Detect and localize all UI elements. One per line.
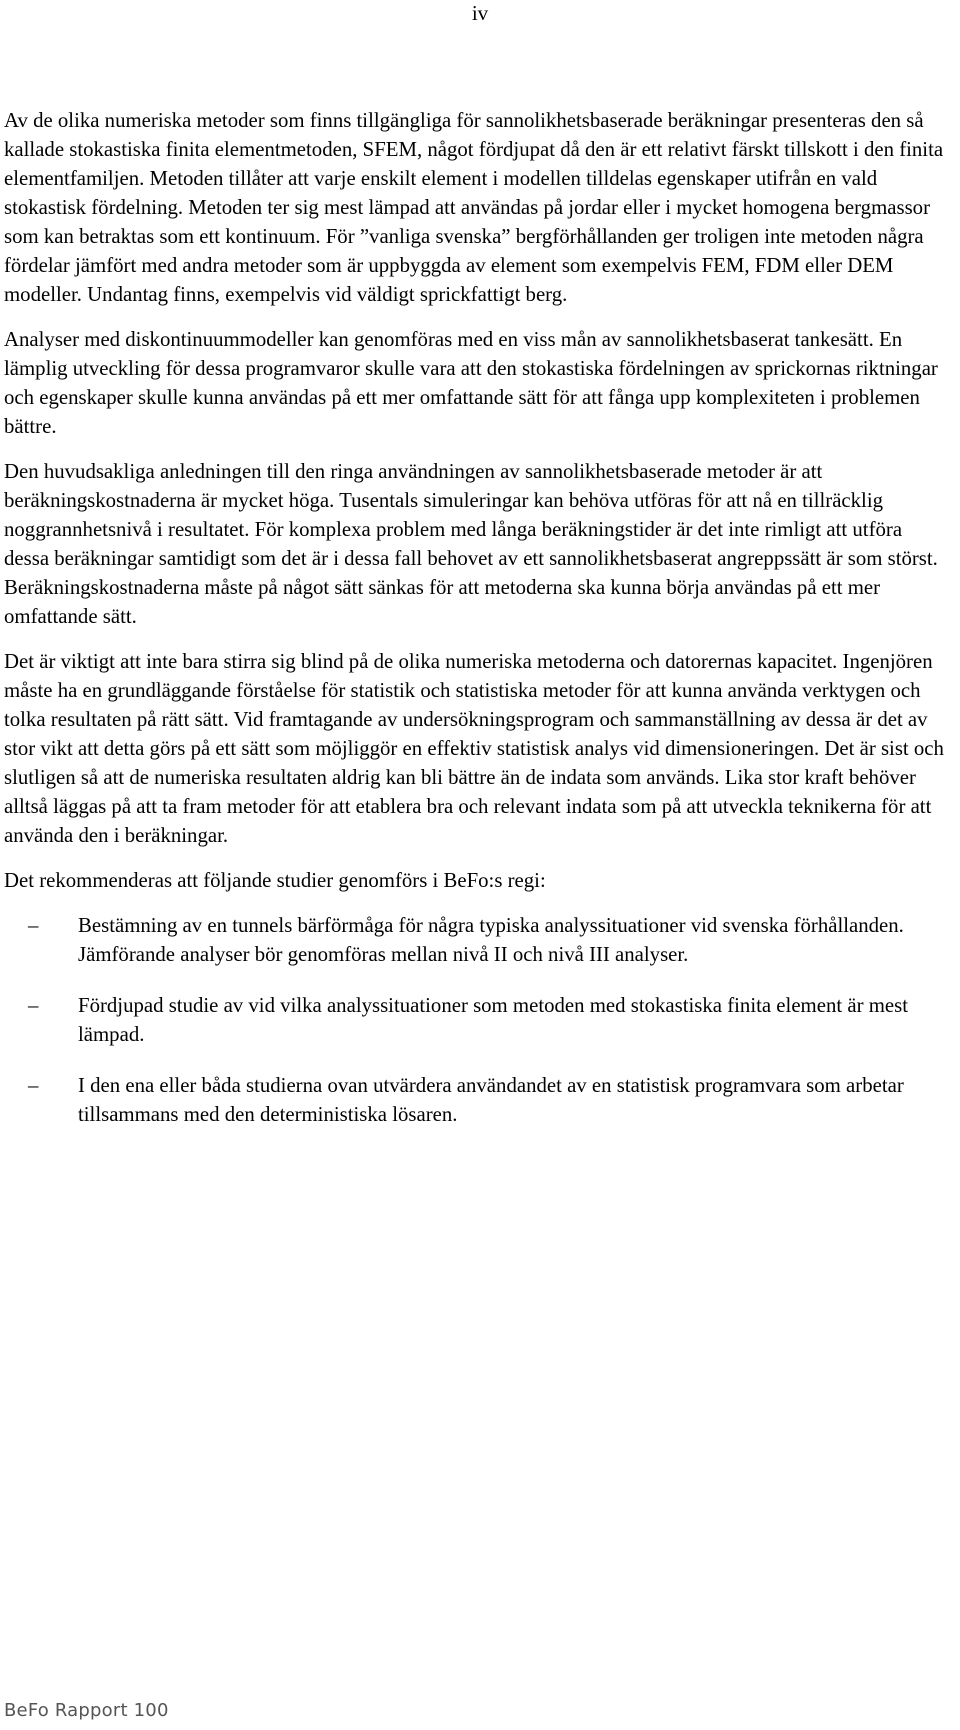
dash-bullet: – [28, 914, 39, 937]
list-item [4, 991, 949, 1049]
list-item-text: Bestämning av en tunnels bärförmåga för några typiska analyssituationer vid svenska förhållanden. Jämförande analyser bör genomföras mellan nivå II och nivå III analyser. [78, 914, 904, 966]
list-item [4, 1071, 949, 1129]
paragraph-sfem: Av de olika numeriska metoder som finns tillgängliga för sannolikhetsbaserade beräkningar presenteras den så kallade stokastiska finita elementmetoden, SFEM, något fördjupat då den är ett relativt färskt tillskott i den finita elementfamiljen. Metoden tillåter att varje enskilt element i modellen tilldelas egenskaper utifrån en vald stokastisk fördelning. Metoden ter sig mest lämpad att användas på jordar eller i mycket homogena bergmassor som kan betraktas som ett kontinuum. För ”vanliga svenska” bergförhållanden ger troligen inte metoden några fördelar jämfört med andra metoder som är uppbyggda av element som exempelvis FEM, FDM eller DEM modeller. Undantag finns, exempelvis vid väldigt sprickfattigt berg. [4, 109, 944, 306]
recommendation-list [4, 911, 949, 1129]
dash-bullet: – [28, 1074, 39, 1097]
body-text [4, 106, 949, 1151]
dash-bullet: – [28, 994, 39, 1017]
paragraph-computation-cost: Den huvudsakliga anledningen till den ringa användningen av sannolikhetsbaserade metoder är att beräkningskostnaderna är mycket höga. Tusentals simuleringar kan behöva utföras för att nå en tillräcklig noggrannhetsnivå i resultatet. För komplexa problem med långa beräkningstider är det inte rimligt att utföra dessa beräkningar samtidigt som det är i dessa fall behovet av ett sannolikhetsbaserat angreppssätt är som störst. Beräkningskostnaderna måste på något sätt sänkas för att metoderna ska kunna börja användas på ett mer omfattande sätt. [4, 460, 938, 628]
list-item [4, 911, 949, 969]
report-footer: BeFo Rapport 100 [4, 1700, 169, 1721]
paragraph-statistics: Det är viktigt att inte bara stirra sig blind på de olika numeriska metoderna och datorernas kapacitet. Ingenjören måste ha en grundläggande förståelse för statistik och statistiska metoder för att kunna använda verktygen och tolka resultaten på rätt sätt. Vid framtagande av undersökningsprogram och sammanställning av dessa är det av stor vikt att detta görs på ett sätt som möjliggör en effektiv statistisk analys vid dimensioneringen. Det är sist och slutligen så att de numeriska resultaten aldrig kan bli bättre än de indata som används. Lika stor kraft behöver alltså läggas på att ta fram metoder för att etablera bra och relevant indata som på att utveckla teknikerna för att använda den i beräkningar. [4, 650, 944, 847]
list-item-text: Fördjupad studie av vid vilka analyssituationer som metoden med stokastiska finita element är mest lämpad. [78, 994, 908, 1046]
paragraph-discontinuum: Analyser med diskontinuummodeller kan genomföras med en viss mån av sannolikhetsbaserat tankesätt. En lämplig utveckling för dessa programvaror skulle vara att den stokastiska fördelningen av sprickornas riktningar och egenskaper skulle kunna användas på ett mer omfattande sätt för att fånga upp komplexiteten i problemen bättre. [4, 328, 938, 438]
paragraph-recommendation: Det rekommenderas att följande studier genomförs i BeFo:s regi: [4, 869, 546, 892]
page-number: iv [471, 1, 489, 25]
list-item-text: I den ena eller båda studierna ovan utvärdera användandet av en statistisk programvara som arbetar tillsammans med den deterministiska lösaren. [78, 1074, 904, 1126]
